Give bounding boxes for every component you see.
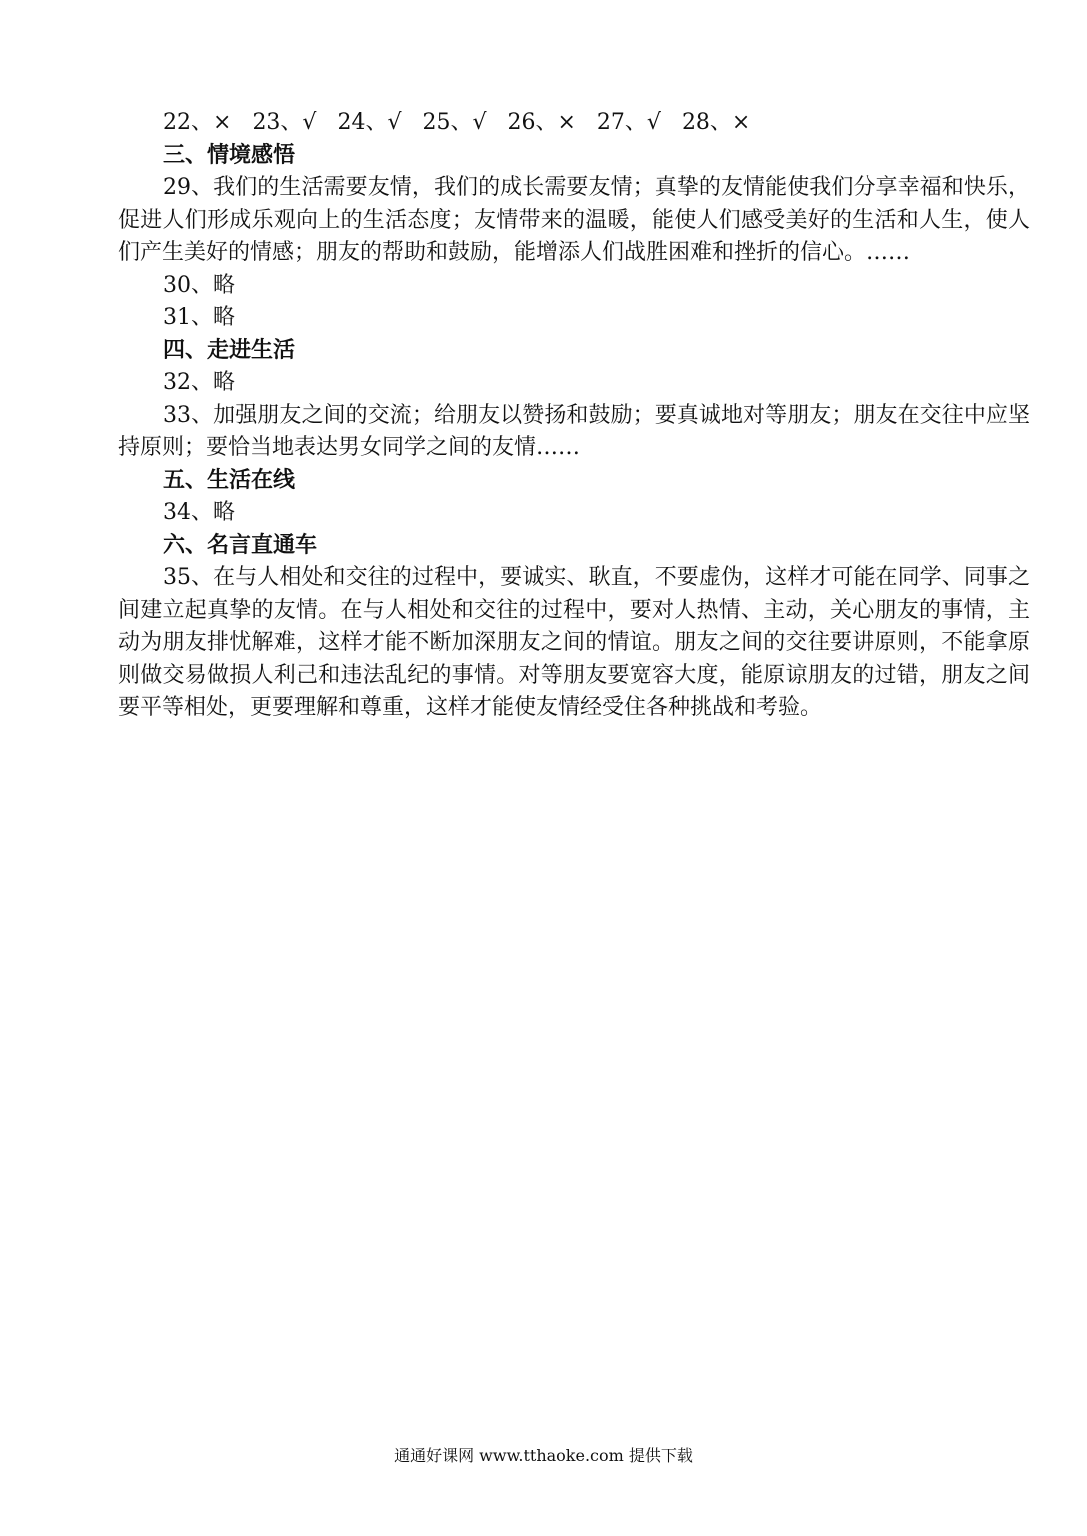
answer-25: 25、√ [422,110,487,135]
answer-30: 30、略 [163,272,235,298]
section-heading-4: 四、走进生活 [163,337,296,363]
answer-33: 33、加强朋友之间的交流；给朋友以赞扬和鼓励；要真诚地对等朋友；朋友在交往中应坚持原则；要恰当地表达男女同学之间的友情…… [118,402,1030,460]
answer-27: 27、√ [596,110,661,135]
answer-22: 22、× [163,110,232,135]
answer-32: 32、略 [163,370,235,395]
answer-23: 23、√ [252,110,317,135]
answer-24: 24、√ [337,110,402,135]
section-heading-5: 五、生活在线 [163,467,296,493]
page-footer: 通通好课网 www.tthaoke.com 提供下载 [394,1446,693,1465]
answer-28: 28、× [681,110,751,135]
answer-key-content [118,107,1030,725]
section-heading-6: 六、名言直通车 [163,532,318,558]
answer-34: 34、略 [163,500,235,525]
answers-line [118,107,1030,140]
section-heading-3: 三、情境感悟 [163,142,296,168]
answer-29: 29、我们的生活需要友情，我们的成长需要友情；真挚的友情能使我们分享幸福和快乐，促进人们形成乐观向上的生活态度；友情带来的温暖，能使人们感受美好的生活和人生，使人们产生美好的情感；朋友的帮助和鼓励，能增添人们战胜困难和挫折的信心。…… [118,175,1030,265]
answer-26: 26、× [507,110,576,135]
answer-31: 31、略 [163,305,235,330]
answer-35: 35、在与人相处和交往的过程中，要诚实、耿直，不要虚伪，这样才可能在同学、同事之间建立起真挚的友情。在与人相处和交往的过程中，要对人热情、主动，关心朋友的事情，主动为朋友排忧解难，这样才能不断加深朋友之间的情谊。朋友之间的交往要讲原则，不能拿原则做交易做损人利己和违法乱纪的事情。对等朋友要宽容大度，能原谅朋友的过错，朋友之间要平等相处，更要理解和尊重，这样才能使友情经受住各种挑战和考验。 [118,565,1030,720]
